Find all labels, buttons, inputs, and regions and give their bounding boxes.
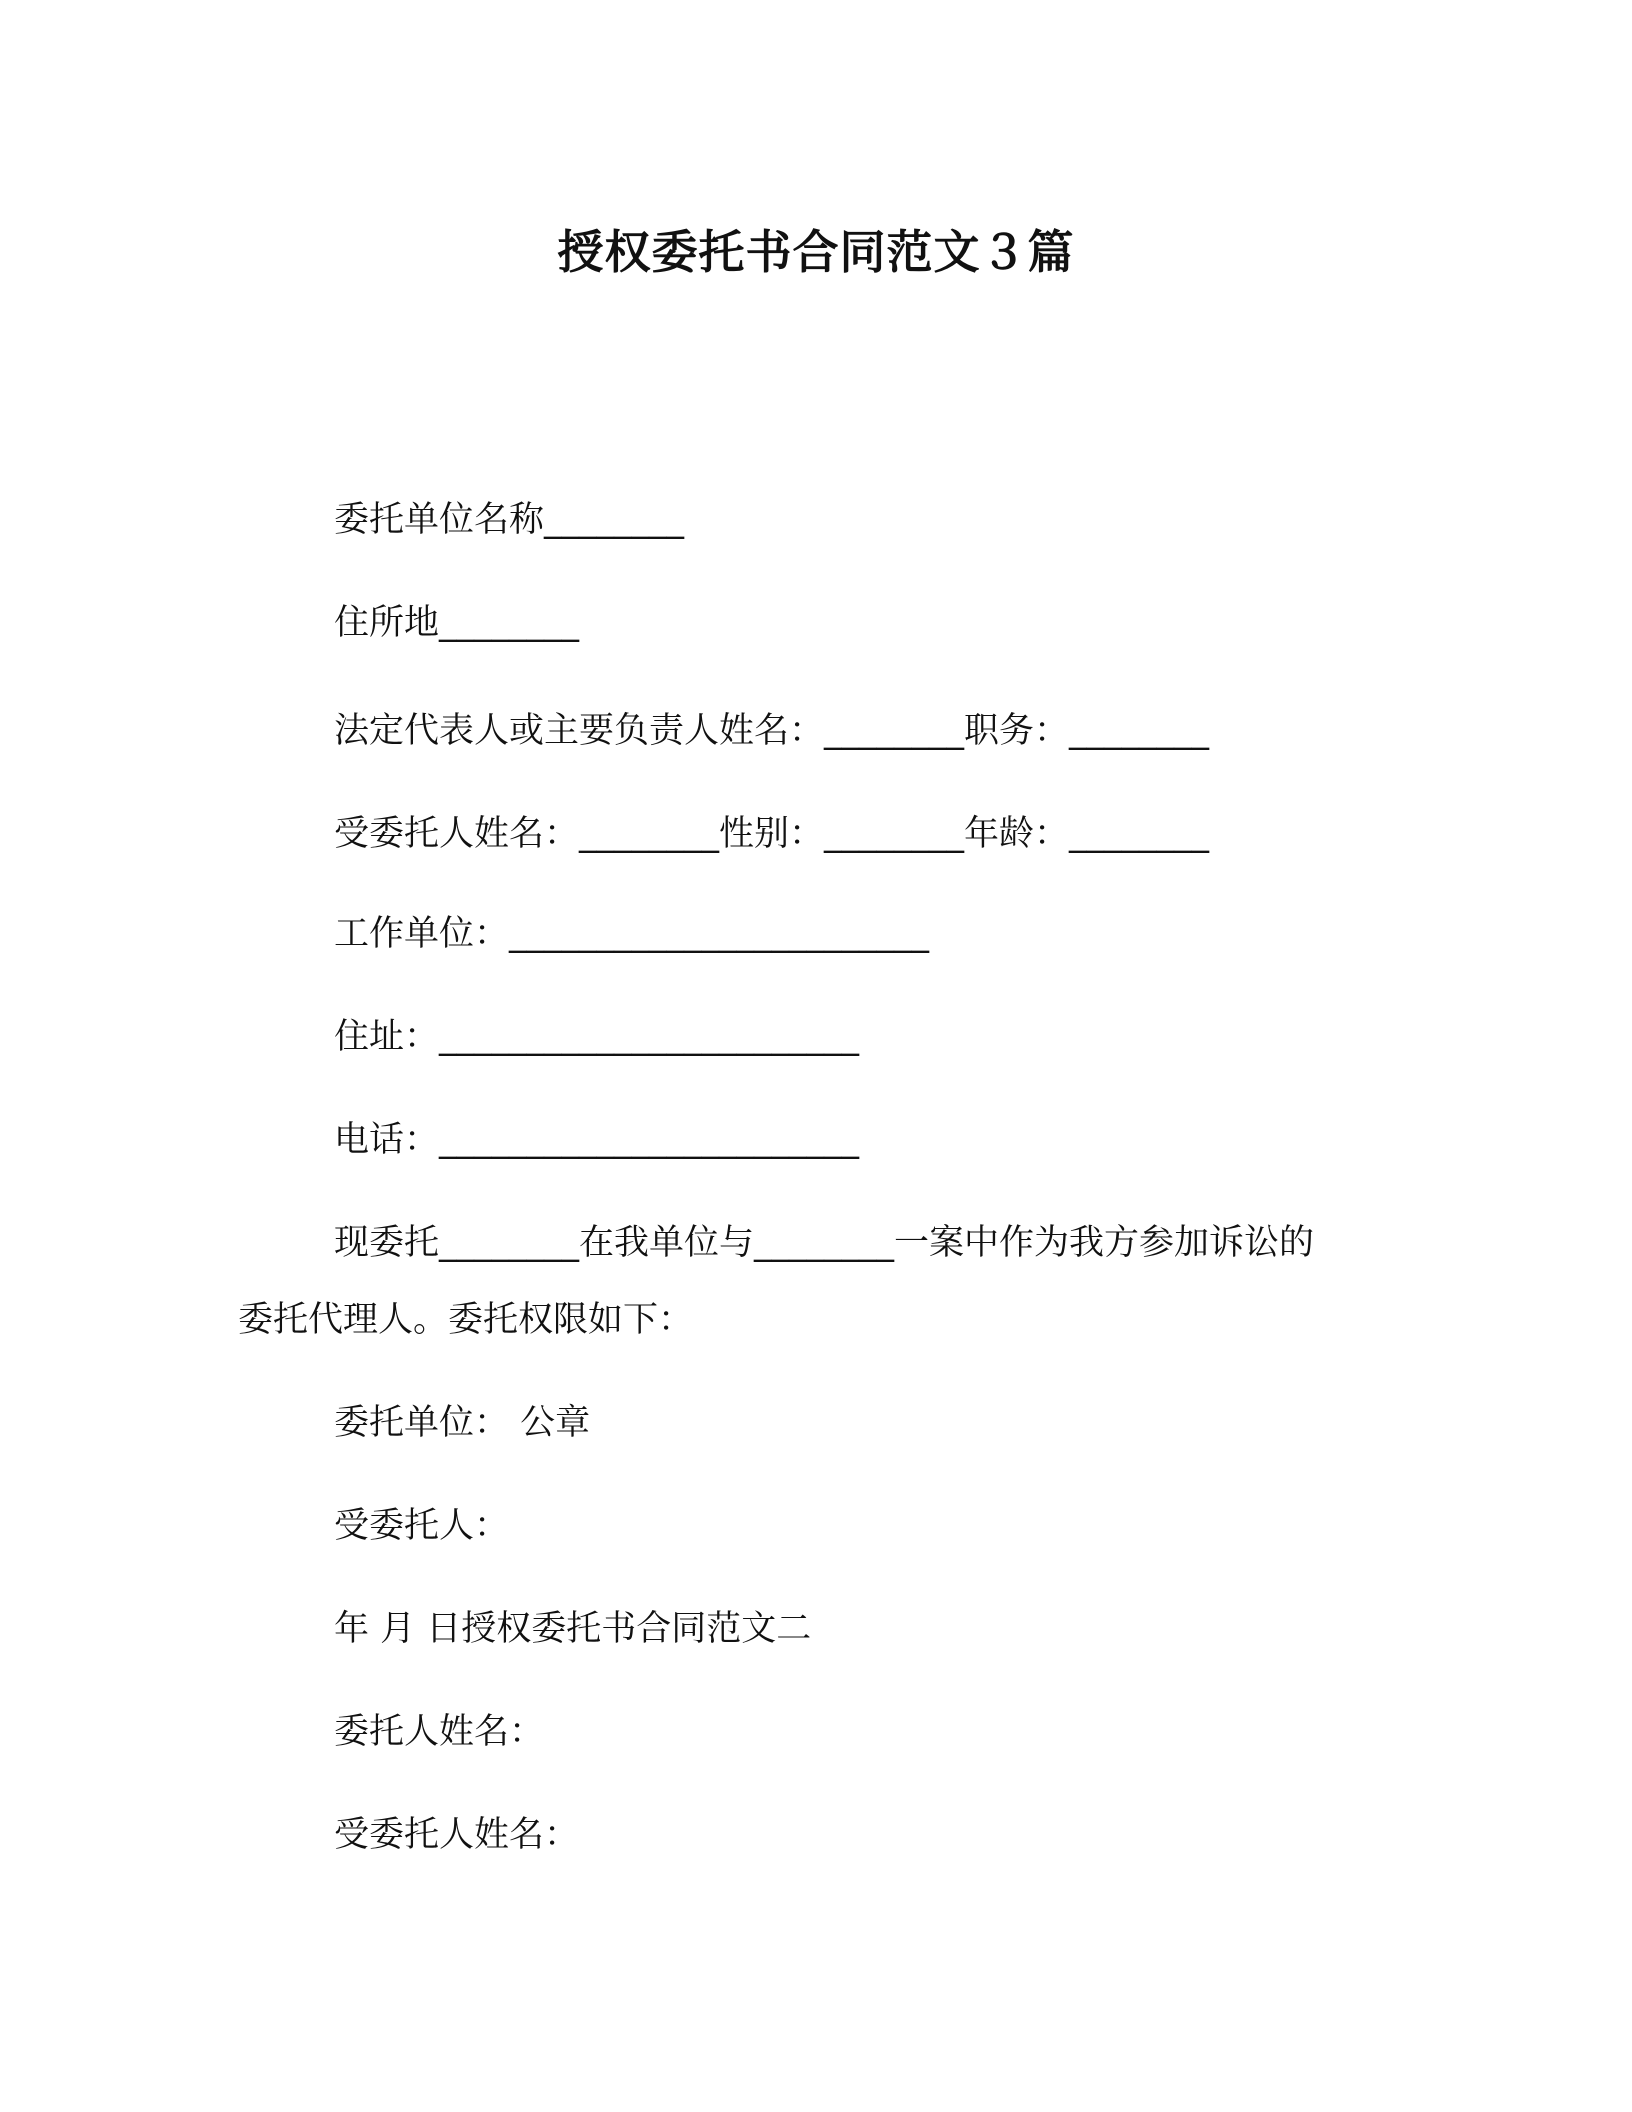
- paragraph-entrustment-continued: 委托代理人。委托权限如下：: [238, 1300, 694, 1340]
- field-domicile: 住所地________: [334, 603, 580, 643]
- field-legal-representative: 法定代表人或主要负责人姓名：________职务：________: [334, 711, 1210, 751]
- field-work-unit: 工作单位：________________________: [334, 914, 930, 954]
- field-address: 住址：________________________: [334, 1017, 860, 1057]
- field-phone: 电话：________________________: [334, 1120, 860, 1160]
- paragraph-entrustment: 现委托________在我单位与________一案中作为我方参加诉讼的: [334, 1223, 1315, 1263]
- signature-agent: 受委托人：: [334, 1506, 510, 1546]
- field-agent-name: 受委托人姓名：: [334, 1815, 580, 1855]
- field-principal-name: 委托人姓名：: [334, 1712, 545, 1752]
- field-entrusting-unit-name: 委托单位名称________: [334, 500, 685, 540]
- document-title: 授权委托书合同范文３篇: [557, 225, 1075, 279]
- date-and-section-two-heading: 年 月 日授权委托书合同范文二: [334, 1609, 812, 1649]
- field-agent-info: 受委托人姓名：________性别：________年龄：________: [334, 814, 1210, 854]
- signature-entrusting-unit: 委托单位： 公章: [334, 1403, 591, 1443]
